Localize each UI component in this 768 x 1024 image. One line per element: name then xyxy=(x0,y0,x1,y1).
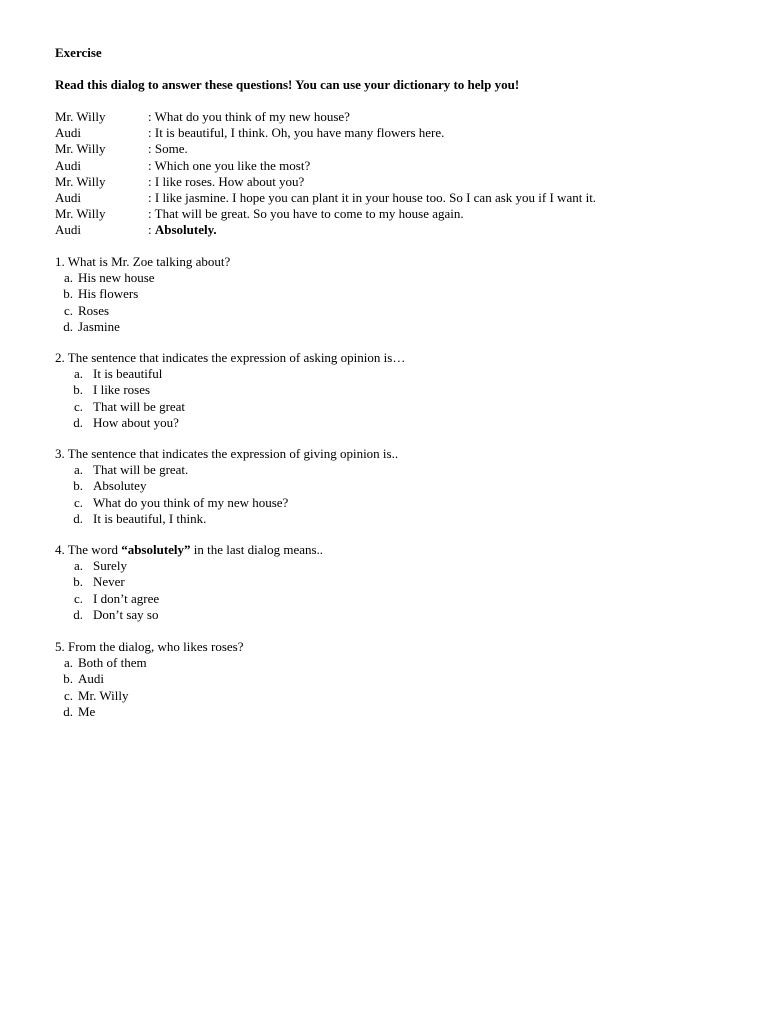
option-text: It is beautiful, I think. xyxy=(93,510,207,526)
question-2 xyxy=(55,350,405,431)
option-text: Both of them xyxy=(78,655,147,671)
dialog-text: : It is beautiful, I think. Oh, you have many flowers here. xyxy=(148,125,445,141)
dialog-text-bold: Absolutely. xyxy=(154,222,217,238)
dialog-line xyxy=(55,158,596,174)
dialog-text-prefix: : xyxy=(148,222,155,238)
option-label: d. xyxy=(63,318,73,334)
answer-option xyxy=(55,382,405,398)
answer-option xyxy=(55,478,398,494)
option-label: a. xyxy=(73,462,83,478)
dialog-speaker: Audi xyxy=(55,125,81,141)
option-label: c. xyxy=(73,590,83,606)
option-label: b. xyxy=(63,671,73,687)
instructions: Read this dialog to answer these questions! You can use your dictionary to help you! xyxy=(55,77,520,92)
question-text: 1. What is Mr. Zoe talking about? xyxy=(55,254,231,269)
question-text: 2. The sentence that indicates the expression of asking opinion is… xyxy=(55,350,406,365)
option-text: His flowers xyxy=(78,286,139,302)
dialog-speaker: Mr. Willy xyxy=(55,173,106,189)
answer-option xyxy=(55,591,323,607)
answer-option xyxy=(55,462,398,478)
dialog-text: : Which one you like the most? xyxy=(148,157,311,173)
answer-option xyxy=(55,303,230,319)
answer-option xyxy=(55,415,405,431)
option-label: b. xyxy=(73,478,83,494)
option-text: What do you think of my new house? xyxy=(93,494,289,510)
dialog-speaker: Audi xyxy=(55,157,81,173)
option-text: Me xyxy=(78,703,96,719)
option-text: How about you? xyxy=(93,414,179,430)
dialog-line xyxy=(55,174,596,190)
option-text: Jasmine xyxy=(78,318,120,334)
dialog-speaker: Mr. Willy xyxy=(55,206,106,222)
answer-option xyxy=(55,688,243,704)
option-label: c. xyxy=(73,398,83,414)
option-label: d. xyxy=(73,606,83,622)
question-text xyxy=(55,542,323,558)
answer-option xyxy=(55,607,323,623)
answer-option xyxy=(55,366,405,382)
question-text: 5. From the dialog, who likes roses? xyxy=(55,639,244,654)
option-label: d. xyxy=(73,414,83,430)
option-text: I don’t agree xyxy=(93,590,160,606)
answer-option xyxy=(55,399,405,415)
option-text: Never xyxy=(93,574,125,590)
question-keyword: “absolutely” xyxy=(121,542,191,557)
answer-option xyxy=(55,671,243,687)
answer-option xyxy=(55,511,398,527)
dialog-text: : That will be great. So you have to come to my house again. xyxy=(148,206,464,222)
option-text: His new house xyxy=(78,270,155,286)
answer-option xyxy=(55,270,230,286)
dialog-text: : What do you think of my new house? xyxy=(148,109,350,124)
option-label: b. xyxy=(63,286,73,302)
question-text-prefix: 4. The word xyxy=(55,542,122,557)
dialog-speaker: Mr. Willy xyxy=(55,141,106,157)
dialog-line xyxy=(55,190,596,206)
option-text: Audi xyxy=(78,671,104,687)
dialog-text: : Some. xyxy=(148,141,188,157)
option-text: That will be great xyxy=(93,398,186,414)
page-title: Exercise xyxy=(55,45,102,60)
answer-option xyxy=(55,286,230,302)
option-text: I like roses xyxy=(93,382,151,398)
question-4 xyxy=(55,542,323,623)
dialog-line xyxy=(55,222,596,238)
dialog-speaker: Mr. Willy xyxy=(55,109,106,124)
question-5 xyxy=(55,639,243,720)
dialog-text: : I like jasmine. I hope you can plant it in your house too. So I can ask you if I want it. xyxy=(148,189,597,205)
dialog-speaker: Audi xyxy=(55,189,81,205)
question-text: 3. The sentence that indicates the expression of giving opinion is.. xyxy=(55,446,399,461)
option-label: a. xyxy=(73,366,83,382)
dialog-speaker: Audi xyxy=(55,222,81,238)
dialog-text: : I like roses. How about you? xyxy=(148,173,305,189)
option-text: Mr. Willy xyxy=(78,687,129,703)
question-text-suffix: in the last dialog means.. xyxy=(190,542,324,557)
option-label: c. xyxy=(63,687,73,703)
dialog-line xyxy=(55,206,596,222)
option-label: b. xyxy=(73,382,83,398)
option-label: a. xyxy=(63,270,73,286)
dialog-block xyxy=(55,109,596,239)
dialog-line xyxy=(55,141,596,157)
answer-option xyxy=(55,655,243,671)
dialog-line xyxy=(55,109,596,125)
answer-option xyxy=(55,495,398,511)
option-label: a. xyxy=(73,558,83,574)
option-label: c. xyxy=(73,494,83,510)
option-label: c. xyxy=(63,302,73,318)
option-text: Roses xyxy=(78,302,110,318)
option-text: That will be great. xyxy=(93,462,189,478)
answer-option xyxy=(55,319,230,335)
option-text: Surely xyxy=(93,558,127,574)
answer-option xyxy=(55,704,243,720)
question-3 xyxy=(55,446,398,527)
option-text: Don’t say so xyxy=(93,606,159,622)
option-text: Absolutey xyxy=(93,478,147,494)
answer-option xyxy=(55,574,323,590)
option-text: It is beautiful xyxy=(93,366,163,382)
dialog-line xyxy=(55,125,596,141)
option-label: a. xyxy=(63,655,73,671)
answer-option xyxy=(55,558,323,574)
question-1 xyxy=(55,254,230,335)
option-label: d. xyxy=(63,703,73,719)
option-label: d. xyxy=(73,510,83,526)
dialog-text xyxy=(148,222,217,238)
option-label: b. xyxy=(73,574,83,590)
